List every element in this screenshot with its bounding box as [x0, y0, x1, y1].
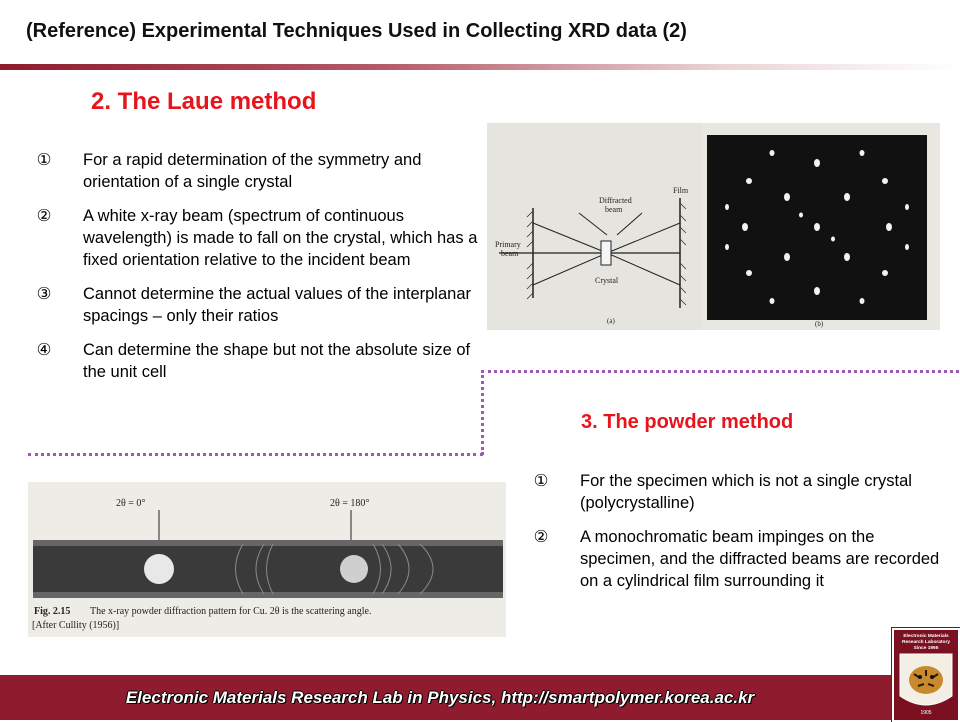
section-divider-vertical [481, 370, 484, 455]
caption-source: [After Cullity (1956)] [32, 620, 120, 631]
list-item [530, 470, 950, 514]
laue-method-list [33, 149, 483, 395]
item-text: For a rapid determination of the symmetry and orientation of a single crystal [83, 151, 422, 191]
film-label: Film [673, 186, 689, 195]
panel-b-label: (b) [815, 320, 824, 328]
section-divider-bottom [28, 453, 483, 456]
powder-method-list [530, 470, 950, 604]
item-text: Cannot determine the actual values of the interplanar spacings – only their ratios [83, 285, 471, 325]
slide-title: (Reference) Experimental Techniques Used in Collecting XRD data (2) [26, 20, 687, 42]
item-text: Can determine the shape but not the absolute size of the unit cell [83, 341, 471, 381]
laue-diagram [487, 123, 940, 330]
logo-line-3: Since 1995 [913, 646, 939, 651]
laue-method-heading: 2. The Laue method [91, 88, 317, 115]
laue-figure [487, 123, 940, 330]
primary-beam-label-2: beam [501, 249, 519, 258]
item-text: A white x-ray beam (spectrum of continuous wavelength) is made to fall on the crystal, which has a fixed orientation relative to the incident beam [83, 207, 478, 269]
list-item [33, 339, 483, 383]
logo-line-1: Electronic Materials [903, 634, 949, 639]
panel-a-label: (a) [607, 317, 615, 325]
caption-figure-number: Fig. 2.15 [34, 606, 71, 617]
section-divider-top [481, 370, 960, 373]
list-item [33, 283, 483, 327]
list-item [530, 526, 950, 592]
item-number: ③ [36, 285, 52, 303]
footer-text: Electronic Materials Research Lab in Physics, http://smartpolymer.korea.ac.kr [125, 688, 755, 707]
angle-180-label: 2θ = 180° [330, 498, 370, 509]
footer-bar [0, 675, 960, 720]
list-item [33, 149, 483, 193]
item-text: For the specimen which is not a single crystal (polycrystalline) [580, 472, 912, 512]
crystal-label: Crystal [595, 276, 619, 285]
logo-line-2: Research Laboratory [902, 640, 950, 645]
diffracted-beam-label-2: beam [605, 205, 623, 214]
item-number: ② [36, 207, 52, 225]
logo-year: 1905 [920, 710, 932, 716]
item-number: ④ [36, 341, 52, 359]
tiger-emblem-icon [894, 630, 958, 720]
title-divider [0, 64, 960, 70]
item-number: ② [533, 528, 549, 546]
angle-zero-label: 2θ = 0° [116, 498, 146, 509]
powder-diagram [28, 482, 506, 637]
item-number: ① [533, 472, 549, 490]
caption-text: The x-ray powder diffraction pattern for Cu. 2θ is the scattering angle. [90, 606, 372, 617]
powder-figure [28, 482, 506, 637]
item-number: ① [36, 151, 52, 169]
item-text: A monochromatic beam impinges on the specimen, and the diffracted beams are recorded on a cylindrical film surrounding it [580, 528, 940, 590]
primary-beam-label: Primary [495, 240, 521, 249]
list-item [33, 205, 483, 271]
diffracted-beam-label: Diffracted [599, 196, 632, 205]
lab-logo [892, 628, 960, 722]
powder-method-heading: 3. The powder method [581, 411, 794, 433]
